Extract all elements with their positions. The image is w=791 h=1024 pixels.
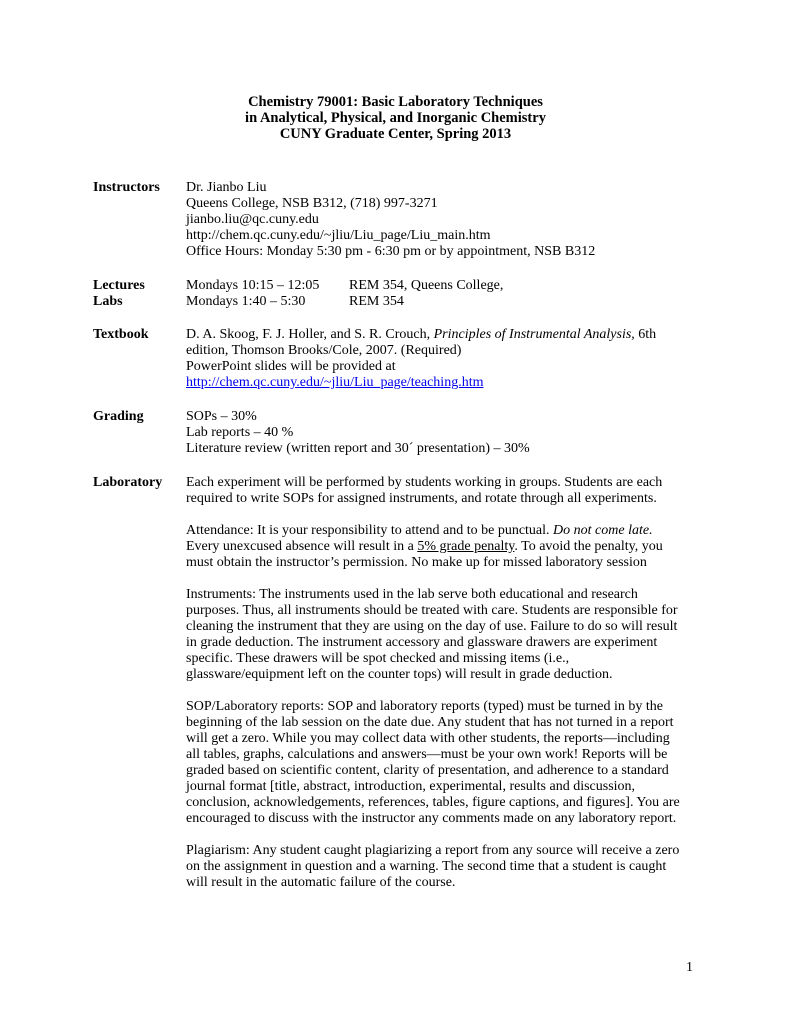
course-title (0, 94, 791, 142)
textbook-publisher: edition, Thomson Brooks/Cole, 2007. (Required) (186, 343, 462, 358)
attendance-emphasis: Do not come late. (553, 523, 653, 538)
labs-time: Mondays 1:40 – 5:30 (186, 294, 306, 309)
lectures-label: Lectures (93, 278, 145, 293)
instruments-line: glassware/equipment left on the counter tops) will result in grade deduction. (186, 667, 613, 682)
title-line-3: CUNY Graduate Center, Spring 2013 (279, 126, 512, 142)
reports-line: will get a zero. While you may collect data with other students, the reports—including (186, 731, 670, 746)
grade-penalty: 5% grade penalty (417, 539, 515, 554)
plagiarism-paragraph (186, 843, 711, 891)
attendance-text: must obtain the instructor’s permission. No make up for missed laboratory session (186, 555, 647, 570)
reports-line: conclusion, acknowledgements, references, tables, figure captions, and figures]. You are (186, 795, 680, 810)
reports-line: beginning of the lab session on the date due. Any student that has not turned in a report (186, 715, 674, 730)
instruments-line: purposes. Thus, all instruments should be treated with care. Students are responsible for (186, 603, 678, 618)
reports-line: journal format [title, abstract, introduction, experimental, results and discussion, (186, 779, 636, 794)
grading-literature-review: Literature review (written report and 30´ presentation) – 30% (186, 441, 530, 456)
lectures-room: REM 354, Queens College, (349, 278, 504, 293)
laboratory-intro (186, 475, 711, 507)
textbook-edition-tail: , 6th (631, 327, 657, 342)
reports-line: all tables, graphs, calculations and answers—must be your own work! Reports will be (186, 747, 668, 762)
instructors-label: Instructors (93, 180, 160, 195)
office-hours: Office Hours: Monday 5:30 pm - 6:30 pm or by appointment, NSB B312 (186, 244, 596, 259)
attendance-text: . To avoid the penalty, you (514, 539, 663, 554)
title-line-1: Chemistry 79001: Basic Laboratory Techniques (248, 94, 543, 110)
instruments-line: specific. These drawers will be spot checked and missing items (i.e., (186, 651, 570, 666)
instructor-name: Dr. Jianbo Liu (186, 180, 267, 195)
reports-paragraph (186, 699, 711, 827)
laboratory-label: Laboratory (93, 475, 163, 490)
instructor-homepage[interactable]: http://chem.qc.cuny.edu/~jliu/Liu_page/Liu_main.htm (186, 228, 491, 243)
teaching-page-link[interactable]: http://chem.qc.cuny.edu/~jliu/Liu_page/teaching.htm (186, 375, 484, 390)
textbook-title: Principles of Instrumental Analysis (433, 327, 632, 342)
instructor-email[interactable]: jianbo.liu@qc.cuny.edu (186, 212, 319, 227)
labs-room: REM 354 (349, 294, 404, 309)
instruments-line: Instruments: The instruments used in the lab serve both educational and research (186, 587, 638, 602)
textbook-authors: D. A. Skoog, F. J. Holler, and S. R. Crouch, (186, 327, 434, 342)
reports-line: graded based on scientific content, clarity of presentation, and adherence to a standard (186, 763, 669, 778)
instruments-line: in grade deduction. The instrument accessory and glassware drawers are experiment (186, 635, 658, 650)
page-number: 1 (686, 960, 693, 975)
intro-line: Each experiment will be performed by students working in groups. Students are each (186, 475, 663, 490)
plagiarism-line: will result in the automatic failure of the course. (186, 875, 456, 890)
attendance-paragraph (186, 523, 711, 571)
grading-label: Grading (93, 409, 144, 424)
intro-line: required to write SOPs for assigned instruments, and rotate through all experiments. (186, 491, 657, 506)
labs-label: Labs (93, 294, 123, 309)
textbook-label: Textbook (93, 327, 149, 342)
instruments-paragraph (186, 587, 711, 683)
slides-note: PowerPoint slides will be provided at (186, 359, 396, 374)
plagiarism-line: on the assignment in question and a warning. The second time that a student is caught (186, 859, 667, 874)
reports-line: SOP/Laboratory reports: SOP and laboratory reports (typed) must be turned in by the (186, 699, 663, 714)
lectures-time: Mondays 10:15 – 12:05 (186, 278, 320, 293)
reports-line: encouraged to discuss with the instructor any comments made on any laboratory report. (186, 811, 677, 826)
attendance-text: Every unexcused absence will result in a (186, 539, 418, 554)
grading-sops: SOPs – 30% (186, 409, 257, 424)
instruments-line: cleaning the instrument that they are using on the day of use. Failure to do so will result (186, 619, 678, 634)
title-line-2: in Analytical, Physical, and Inorganic Chemistry (245, 110, 546, 126)
instructor-office: Queens College, NSB B312, (718) 997-3271 (186, 196, 438, 211)
attendance-text: Attendance: It is your responsibility to attend and to be punctual. (186, 523, 554, 538)
grading-lab-reports: Lab reports – 40 % (186, 425, 294, 440)
plagiarism-line: Plagiarism: Any student caught plagiarizing a report from any source will receive a zero (186, 843, 680, 858)
